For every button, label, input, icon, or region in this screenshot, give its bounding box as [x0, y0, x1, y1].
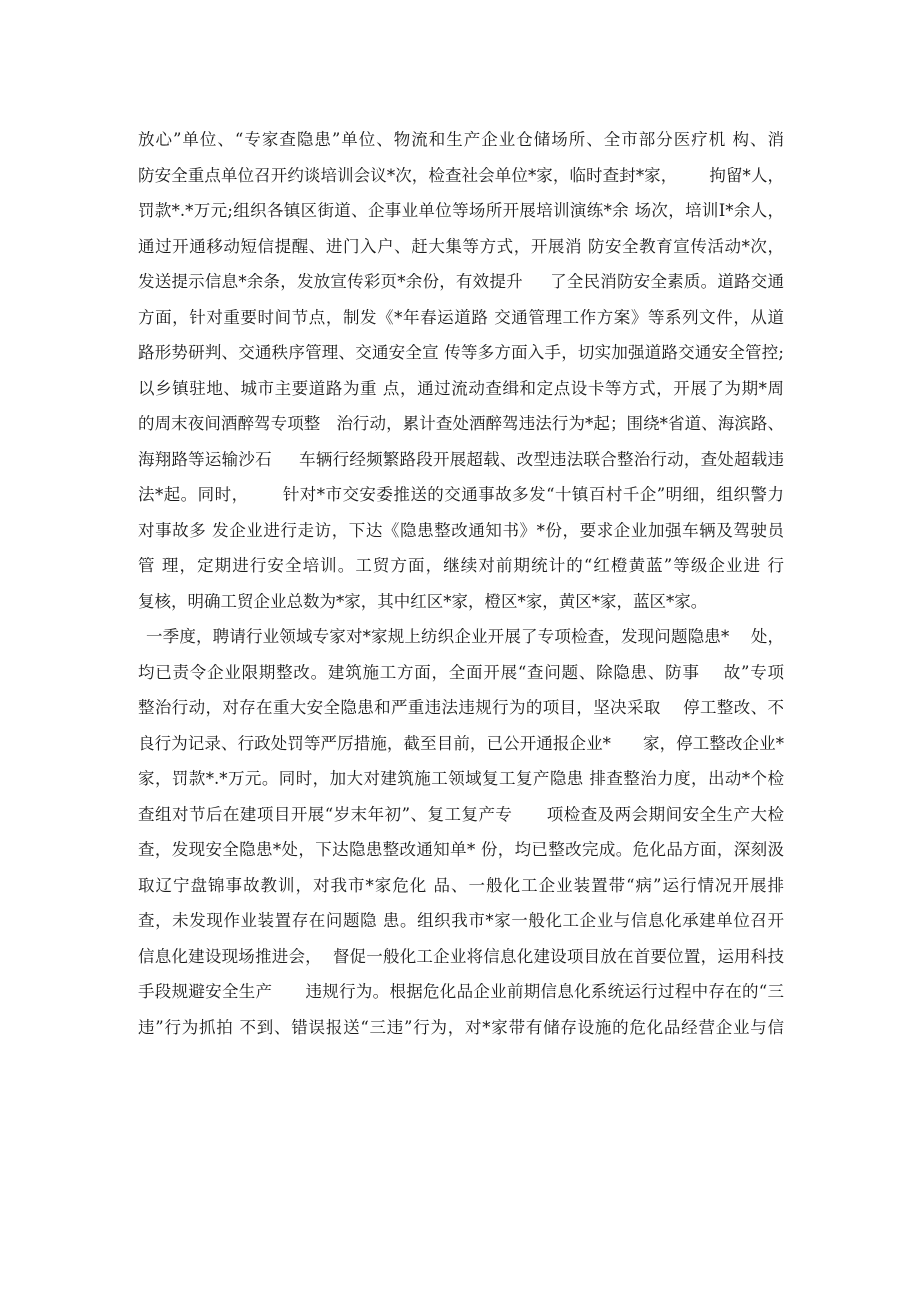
text-line: 对事故多 发企业进行走访，下达《隐患整改通知书》*份，要求企业加强车辆及驾驶员 [138, 520, 784, 540]
text-line: 违”行为抓拍 不到、错误报送“三违”行为，对*家带有储存设施的危化品经营企业与信 [138, 1017, 784, 1037]
text-line: 整治行动，对存在重大安全隐患和严重违法违规行为的项目，坚决采取 停工整改、不 [138, 698, 784, 717]
text-line: 良行为记录、行政处罚等严厉措施，截至目前，已公开通报企业* 家，停工整改企业* [138, 733, 784, 753]
text-line: 均已责令企业限期整改。建筑施工方面，全面开展“查问题、除隐患、防事 故”专项 [138, 662, 784, 682]
text-line: 复核，明确工贸企业总数为*家，其中红区*家，橙区*家，黄区*家，蓝区*家。 [138, 591, 708, 611]
text-line: 家，罚款*.*万元。同时，加大对建筑施工领域复工复产隐患 排查整治力度，出动*个检 [138, 769, 784, 788]
text-line: 路形势研判、交通秩序管理、交通安全宣 传等多方面入手，切实加强道路交通安全管控; [138, 343, 784, 362]
text-line: 查，发现安全隐患*处，下达隐患整改通知单* 份，均已整改完成。危化品方面，深刻汲 [138, 840, 784, 859]
text-line: 管 理，定期进行安全培训。工贸方面，继续对前期统计的“红橙黄蓝”等级企业进 行 [138, 556, 784, 575]
text-line: 查组对节后在建项目开展“岁末年初”、复工复产专 项检查及两会期间安全生产大检 [138, 804, 784, 824]
text-line: 信息化建设现场推进会， 督促一般化工企业将信息化建设项目放在首要位置，运用科技 [138, 946, 784, 966]
text-line: 通过开通移动短信提醒、进门入户、赶大集等方式，开展消 防安全教育宣传活动*次， [138, 236, 784, 256]
text-line: 罚款*.*万元;组织各镇区街道、企事业单位等场所开展培训演练*余 场次，培训I*余人， [138, 201, 784, 220]
text-line: 海翔路等运输沙石 车辆行经频繁路段开展超载、改型违法联合整治行动，查处超载违 [138, 449, 784, 469]
text-line: 方面，针对重要时间节点，制发《*年春运道路 交通管理工作方案》等系列文件，从道 [138, 307, 784, 327]
text-line: 的周末夜间酒醉驾专项整 治行动，累计查处酒醉驾违法行为*起；围绕*省道、海滨路、 [138, 414, 784, 433]
text-line: 取辽宁盘锦事故教训，对我市*家危化 品、一般化工企业装置带“病”运行情况开展排 [138, 875, 784, 895]
text-line: 查，未发现作业装置存在问题隐 患。组织我市*家一般化工企业与信息化承建单位召开 [138, 911, 784, 930]
text-line: 以乡镇驻地、城市主要道路为重 点，通过流动查缉和定点设卡等方式，开展了为期*周 [138, 378, 784, 398]
text-line: 发送提示信息*余条，发放宣传彩页*余份，有效提升 了全民消防安全素质。道路交通 [138, 272, 784, 291]
text-line: 防安全重点单位召开约谈培训会议*次，检查社会单位*家，临时查封*家， 拘留*人， [138, 165, 784, 185]
text-line: 手段规避安全生产 违规行为。根据危化品企业前期信息化系统运行过程中存在的“三 [138, 982, 784, 1001]
text-line: 法*起。同时， 针对*市交安委推送的交通事故多发“十镇百村千企”明细，组织警力 [138, 485, 784, 504]
body-text [138, 122, 784, 1045]
text-line: 一季度，聘请行业领域专家对*家规上纺织企业开展了专项检查，发现问题隐患* 处， [146, 627, 784, 646]
text-line: 放心”单位、“专家查隐患”单位、物流和生产企业仓储场所、全市部分医疗机 构、消 [138, 130, 784, 149]
